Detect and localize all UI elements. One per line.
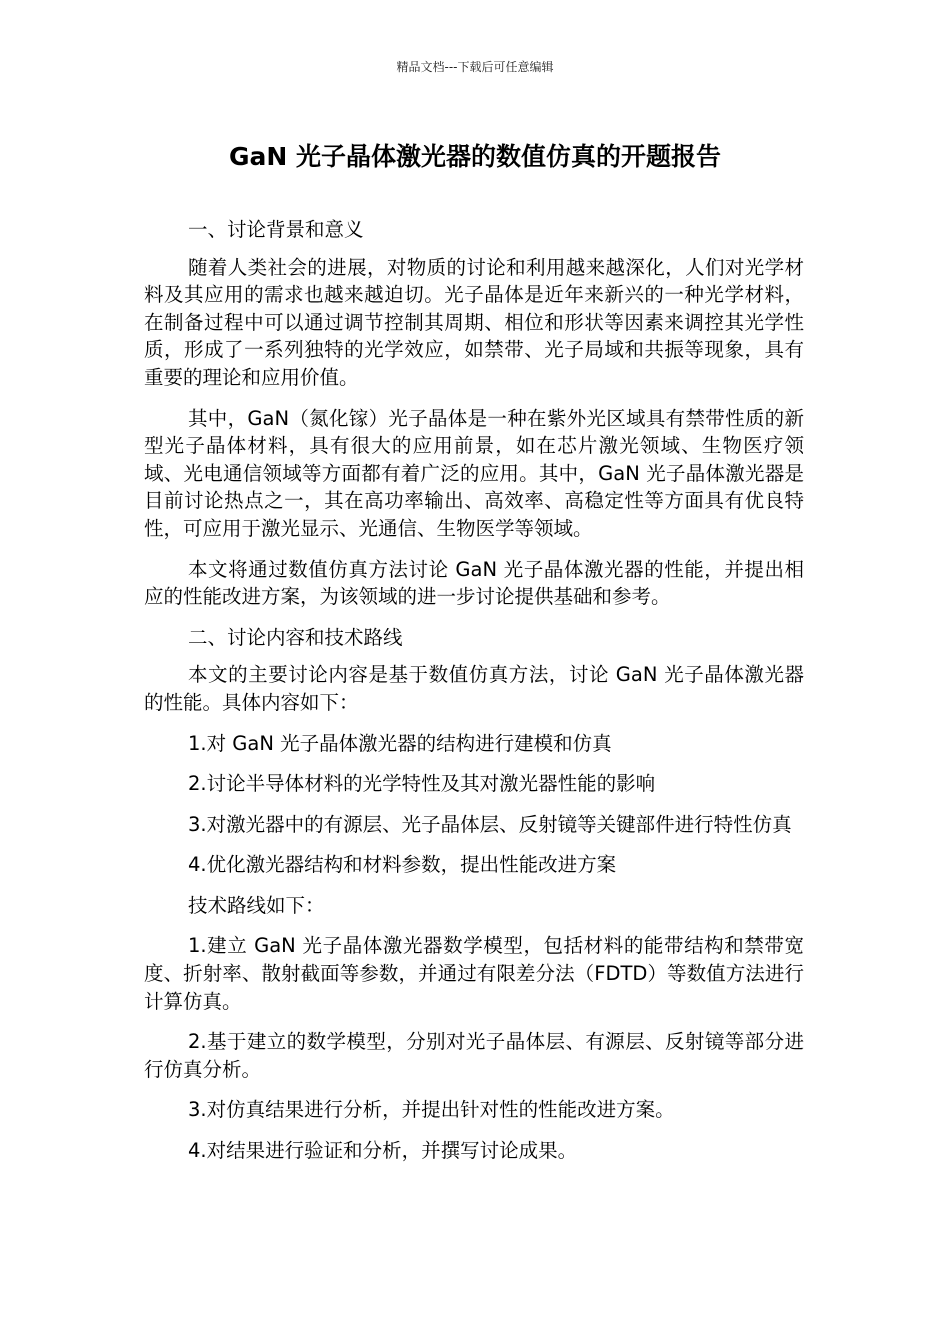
list-item: 3.对激光器中的有源层、光子晶体层、反射镜等关键部件进行特性仿真 — [188, 812, 792, 836]
list-item: 2.基于建立的数学模型，分别对光子晶体层、有源层、反射镜等部分进行仿真分析。 — [144, 1030, 804, 1081]
list-item: 4.优化激光器结构和材料参数，提出性能改进方案 — [188, 853, 617, 877]
paragraph: 本文的主要讨论内容是基于数值仿真方法，讨论 GaN 光子晶体激光器的性能。具体内容如下： — [144, 663, 804, 714]
header-note: 精品文档---下载后可任意编辑 — [396, 60, 554, 74]
list-item: 1.建立 GaN 光子晶体激光器数学模型，包括材料的能带结构和禁带宽度、折射率、散射截面等参数，并通过有限差分法（FDTD）等数值方法进行计算仿真。 — [144, 934, 804, 1013]
section-heading: 二、讨论内容和技术路线 — [188, 625, 403, 649]
list-item: 2.讨论半导体材料的光学特性及其对激光器性能的影响 — [188, 772, 656, 796]
section-heading: 一、讨论背景和意义 — [188, 218, 364, 241]
paragraph: 随着人类社会的进展，对物质的讨论和利用越来越深化，人们对光学材料及其应用的需求也越来越迫切。光子晶体是近年来新兴的一种光学材料，在制备过程中可以通过调节控制其周期、相位和形状等因素来调控其光学性质，形成了一系列独特的光学效应，如禁带、光子局域和共振等现象，具有重要的理论和应用价值。 — [144, 255, 804, 389]
paragraph: 技术路线如下： — [188, 893, 325, 917]
list-item: 4.对结果进行验证和分析，并撰写讨论成果。 — [188, 1139, 578, 1163]
list-item: 1.对 GaN 光子晶体激光器的结构进行建模和仿真 — [188, 731, 612, 755]
document-body — [144, 216, 804, 1178]
paragraph: 其中，GaN（氮化镓）光子晶体是一种在紫外光区域具有禁带性质的新型光子晶体材料，具有很大的应用前景，如在芯片激光领域、生物医疗领域、光电通信领域等方面都有着广泛的应用。其中，GaN 光子晶体激光器是目前讨论热点之一，其在高功率输出、高效率、高稳定性等方面具有优良特性，可应用于激光显示、光通信、生物医学等领域。 — [144, 406, 804, 540]
document-title: GaN 光子晶体激光器的数值仿真的开题报告 — [228, 142, 722, 171]
list-item: 3.对仿真结果进行分析，并提出针对性的性能改进方案。 — [188, 1098, 675, 1122]
paragraph: 本文将通过数值仿真方法讨论 GaN 光子晶体激光器的性能，并提出相应的性能改进方案，为该领域的进一步讨论提供基础和参考。 — [144, 557, 804, 609]
